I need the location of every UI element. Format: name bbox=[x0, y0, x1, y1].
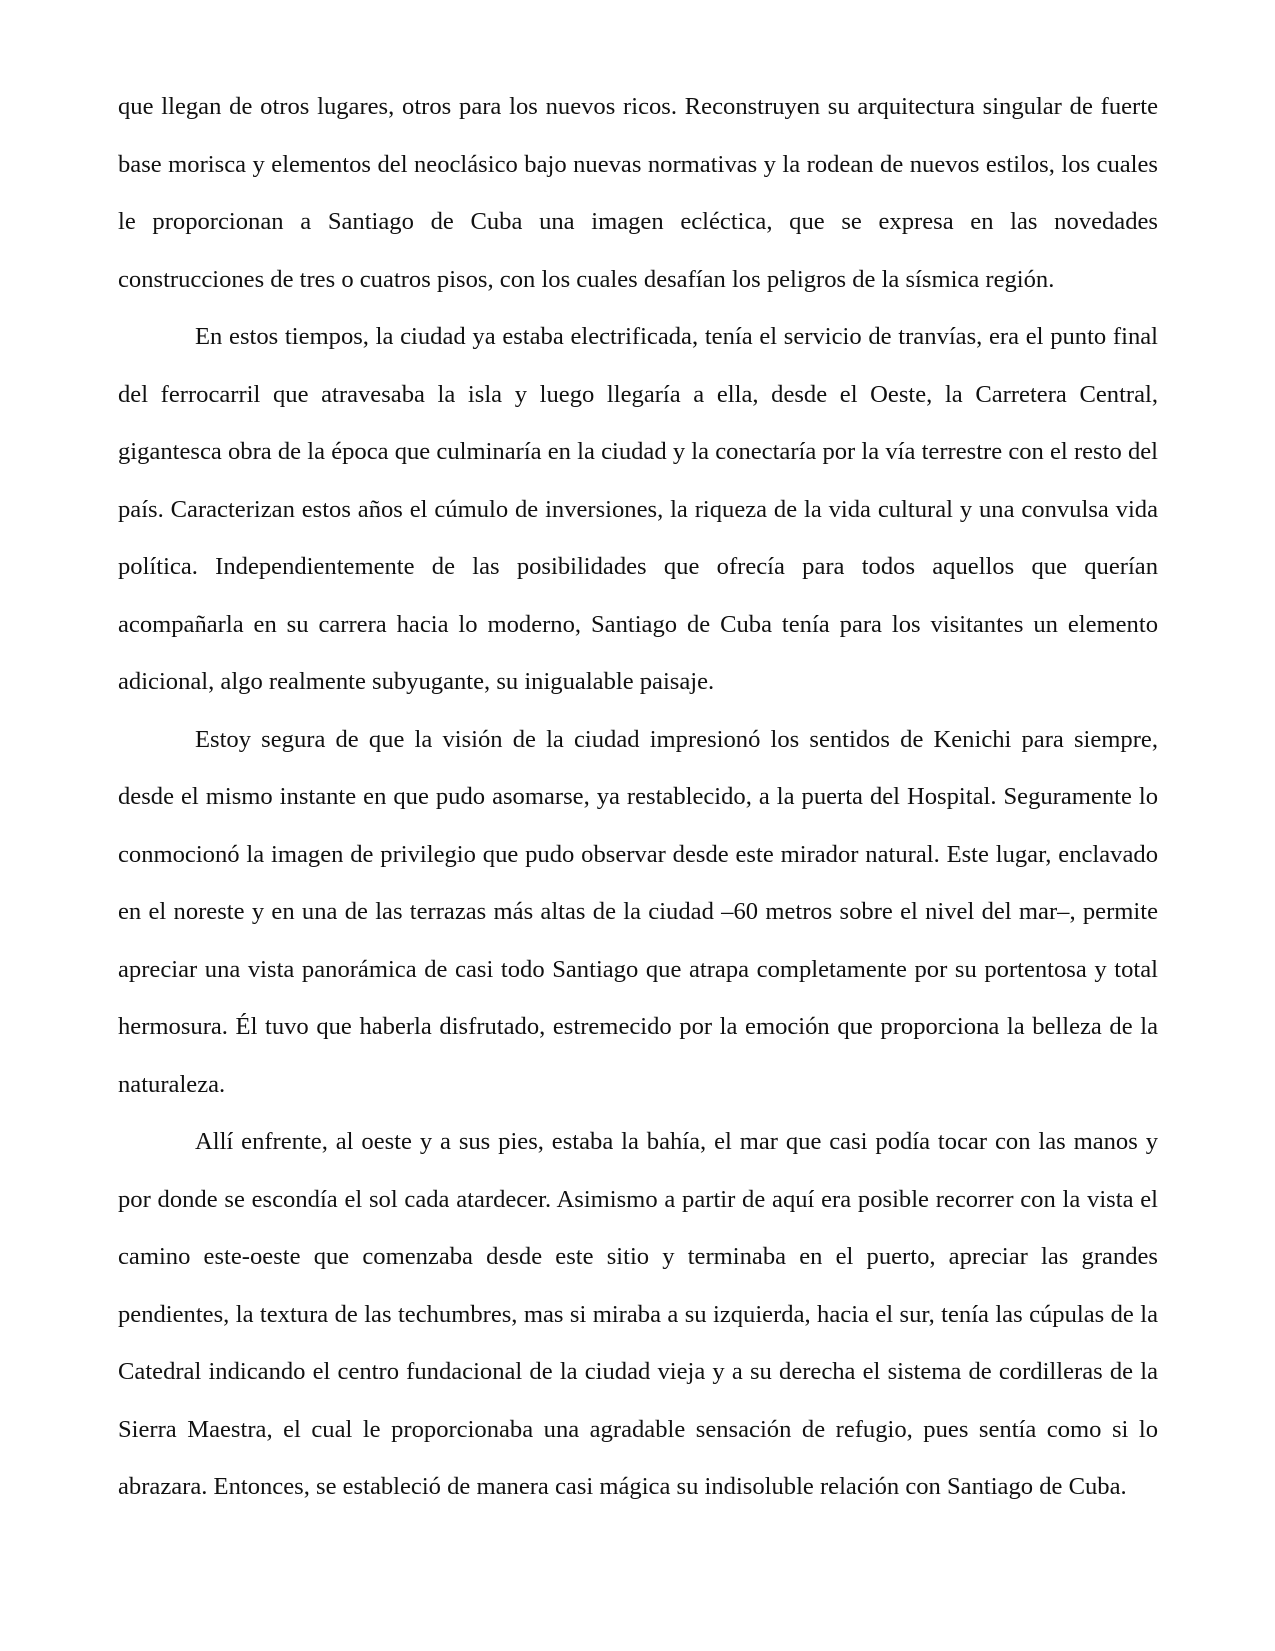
paragraph-3: Estoy segura de que la visión de la ciudad impresionó los sentidos de Kenichi para siempre, desde el mismo instante en que pudo asomarse, ya restablecido, a la puerta del Hospital. Seguramente lo conmocionó la imagen de privilegio que pudo observar desde este mirador natural. Este lugar, enclavado en el noreste y en una de las terrazas más altas de la ciudad –60 metros sobre el nivel del mar–, permite apreciar una vista panorámica de casi todo Santiago que atrapa completamente por su portentosa y total hermosura. Él tuvo que haberla disfrutado, estremecido por la emoción que proporciona la belleza de la naturaleza. bbox=[118, 725, 1158, 1098]
paragraph-4: Allí enfrente, al oeste y a sus pies, estaba la bahía, el mar que casi podía tocar con las manos y por donde se escondía el sol cada atardecer. Asimismo a partir de aquí era posible recorrer con la vista el camino este-oeste que comenzaba desde este sitio y terminaba en el puerto, apreciar las grandes pendientes, la textura de las techumbres, mas si miraba a su izquierda, hacia el sur, tenía las cúpulas de la Catedral indicando el centro fundacional de la ciudad vieja y a su derecha el sistema de cordilleras de la Sierra Maestra, el cual le proporcionaba una agradable sensación de refugio, pues sentía como si lo abrazara. Entonces, se estableció de manera casi mágica su indisoluble relación con Santiago de Cuba. bbox=[118, 1128, 1158, 1500]
document-page bbox=[118, 78, 1158, 1516]
paragraph-1: que llegan de otros lugares, otros para los nuevos ricos. Reconstruyen su arquitectura singular de fuerte base morisca y elementos del neoclásico bajo nuevas normativas y la rodean de nuevos estilos, los cuales le proporcionan a Santiago de Cuba una imagen ecléctica, que se expresa en las novedades construcciones de tres o cuatros pisos, con los cuales desafían los peligros de la sísmica región. bbox=[118, 93, 1158, 293]
paragraph-2: En estos tiempos, la ciudad ya estaba electrificada, tenía el servicio de tranvías, era el punto final del ferrocarril que atravesaba la isla y luego llegaría a ella, desde el Oeste, la Carretera Central, gigantesca obra de la época que culminaría en la ciudad y la conectaría por la vía terrestre con el resto del país. Caracterizan estos años el cúmulo de inversiones, la riqueza de la vida cultural y una convulsa vida política. Independientemente de las posibilidades que ofrecía para todos aquellos que querían acompañarla en su carrera hacia lo moderno, Santiago de Cuba tenía para los visitantes un elemento adicional, algo realmente subyugante, su inigualable paisaje. bbox=[118, 323, 1158, 695]
